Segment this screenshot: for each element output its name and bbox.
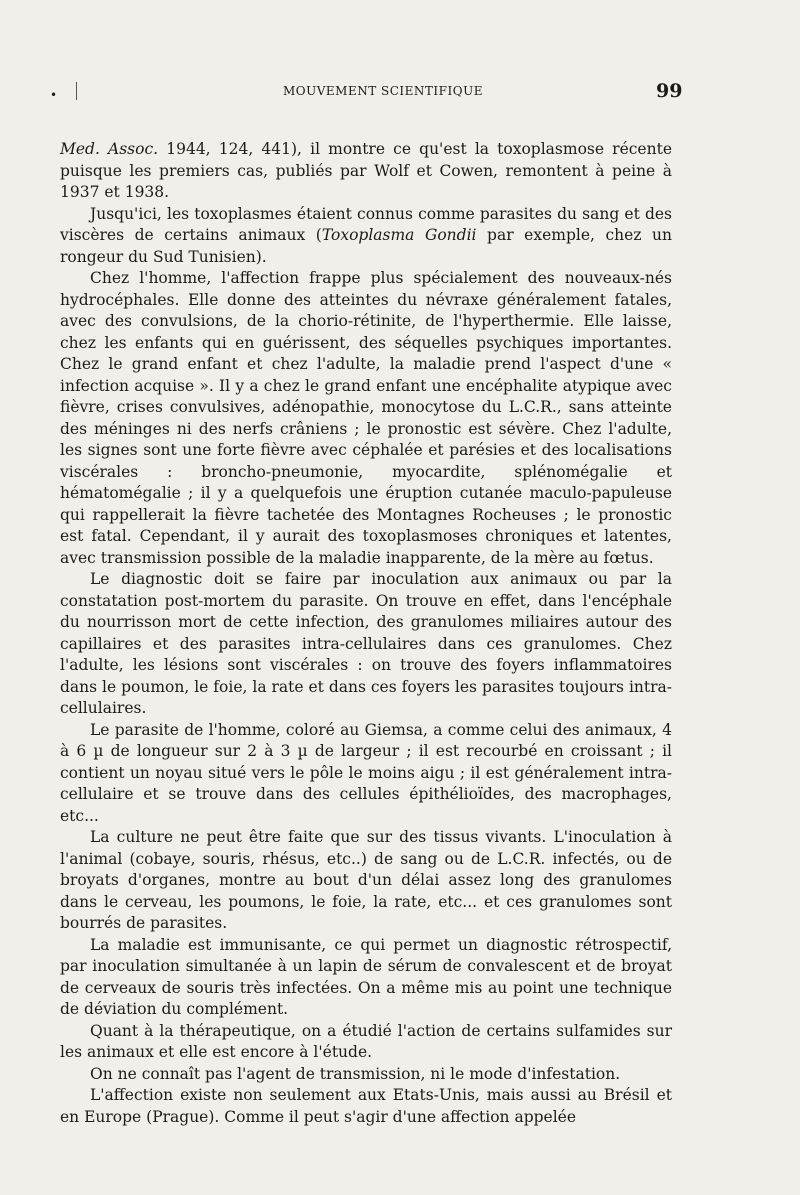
paragraph — [60, 204, 672, 269]
citation-italic: Med. Assoc. — [60, 140, 159, 158]
margin-mark: • — [50, 88, 58, 102]
paragraph: La culture ne peut être faite que sur des tissus vivants. L'inoculation à l'animal (cobaye, souris, rhésus, etc..) de sang ou de L.C.R. infectés, ou de broyats d'organes, montre au bout d'un délai assez long des granulomes dans le cerveau, les poumons, le foie, la rate, etc... et ces granulomes sont bourrés de parasites. — [60, 828, 672, 932]
paragraph: La maladie est immunisante, ce qui permet un diagnostic rétrospectif, par inoculation simultanée à un lapin de sérum de convalescent et de broyat de cerveaux de souris très infectées. On a même mis au point une technique de déviation du complément. — [60, 935, 672, 1018]
paragraph-text: Jusqu'ici, les toxoplasmes étaient connus comme parasites du sang et des viscères de certains animaux ( — [60, 204, 672, 244]
page-header — [0, 78, 800, 108]
paragraph-text: par exemple, chez un rongeur du Sud Tunisien). — [60, 226, 672, 266]
running-title: MOUVEMENT SCIENTIFIQUE — [283, 84, 483, 98]
paragraph: Quant à la thérapeutique, on a étudié l'action de certains sulfamides sur les animaux et elle est encore à l'étude. — [60, 1021, 672, 1061]
page-number: 99 — [656, 80, 683, 102]
species-name-italic: Toxoplasma Gondii — [321, 226, 477, 244]
paragraph: Chez l'homme, l'affection frappe plus spécialement des nouveaux-nés hydrocéphales. Elle donne des atteintes du névraxe généralement fatales, avec des convulsions, de la chorio-rétinite, de l'hyperthermie. Elle laisse, chez les enfants qui en guérissent, des séquelles psychiques importantes. Chez le grand enfant et chez l'adulte, la maladie prend l'aspect d'une « infection acquise ». Il y a chez le grand enfant une encéphalite atypique avec fièvre, crises convulsives, adénopathie, monocytose du L.C.R., sans atteinte des méninges ni des nerfs crâniens ; le pronostic est sévère. Chez l'adulte, les signes sont une forte fièvre avec céphalée et parésies et des localisations viscérales : broncho-pneumonie, myocardite, splénomégalie et hématomégalie ; il y a quelquefois une éruption cutanée maculo-papuleuse qui rappellerait la fièvre tachetée des Montagnes Rocheuses ; le pronostic est fatal. Cependant, il y aurait des toxoplasmoses chroniques et latentes, avec transmission possible de la maladie inapparente, de la mère au fœtus. — [60, 269, 672, 567]
paragraph-text: 1944, 124, 441), il montre ce qu'est la toxoplasmose récente puisque les premiers cas, publiés par Wolf et Cowen, remontent à peine à 1937 et 1938. — [60, 140, 672, 201]
margin-rule — [76, 82, 77, 100]
body-text — [60, 139, 672, 1128]
paragraph: L'affection existe non seulement aux Etats-Unis, mais aussi au Brésil et en Europe (Prague). Comme il peut s'agir d'une affection appelée — [60, 1086, 672, 1126]
paragraph: On ne connaît pas l'agent de transmission, ni le mode d'infestation. — [90, 1064, 621, 1083]
paragraph: Le diagnostic doit se faire par inoculation aux animaux ou par la constatation post-mortem du parasite. On trouve en effet, dans l'encéphale du nourrisson mort de cette infection, des granulomes miliaires autour des capillaires et des parasites intra-cellulaires dans ces granulomes. Chez l'adulte, les lésions sont viscérales : on trouve des foyers inflammatoires dans le poumon, le foie, la rate et dans ces foyers les parasites toujours intra-cellulaires. — [60, 570, 672, 717]
paragraph — [60, 139, 672, 204]
paragraph: Le parasite de l'homme, coloré au Giemsa, a comme celui des animaux, 4 à 6 µ de longueur sur 2 à 3 µ de largeur ; il est recourbé en croissant ; il contient un noyau situé vers le pôle le moins aigu ; il est généralement intra-cellulaire et se trouve dans des cellules épithélioïdes, des macrophages, etc... — [60, 720, 672, 825]
